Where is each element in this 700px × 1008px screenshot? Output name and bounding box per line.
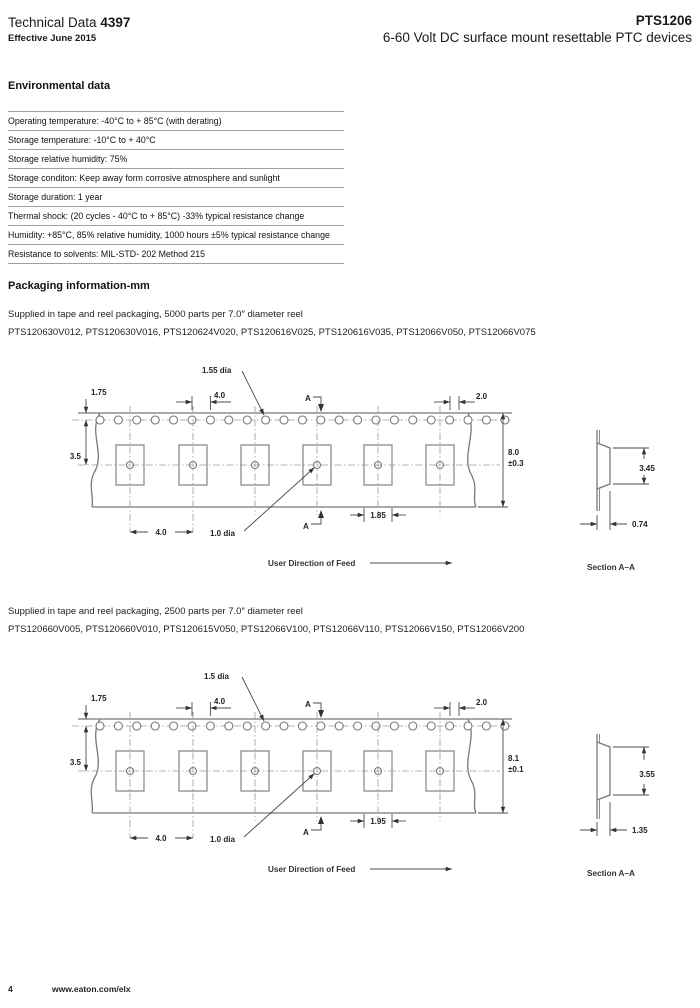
section-marker-bottom: A: [303, 522, 309, 531]
feed-direction-label: User Direction of Feed: [268, 865, 356, 874]
section-view: [580, 734, 649, 836]
product-name: PTS1206: [635, 13, 692, 28]
document-number: 4397: [100, 15, 131, 30]
product-subtitle: 6-60 Volt DC surface mount resettable PTC devices: [382, 30, 692, 45]
document-title: [8, 15, 130, 30]
dim-label-pocket-width: 1.95: [370, 817, 386, 826]
sprocket-holes: [96, 416, 509, 424]
tape-outline: [69, 719, 512, 813]
dim-label-pocket-pitch: 4.0: [155, 834, 167, 843]
table-row: Storage duration: 1 year: [8, 188, 344, 207]
component-pockets: [116, 712, 454, 838]
section-aa-label: Section A–A: [587, 563, 635, 572]
document-type: Technical Data: [8, 15, 97, 30]
dim-label-tape-tol: ±0.1: [508, 765, 524, 774]
dim-label-top-margin: 1.75: [91, 388, 107, 397]
reel1-part-numbers: PTS120630V012, PTS120630V016, PTS120624V020, PTS120616V025, PTS120616V035, PTS12066V050, PTS12066V075: [8, 327, 536, 338]
section-marker-top: A: [305, 394, 311, 403]
dim-label-hole-pitch: 4.0: [214, 697, 226, 706]
sprocket-holes: [96, 722, 509, 730]
feed-direction-label: User Direction of Feed: [268, 559, 356, 568]
dimension-lines: [86, 677, 508, 838]
section-aa-label: Section A–A: [587, 869, 635, 878]
table-row: Humidity: +85°C, 85% relative humidity, 1000 hours ±5% typical resistance change: [8, 226, 344, 245]
effective-date: Effective June 2015: [8, 33, 97, 44]
dim-label-edge: 2.0: [476, 392, 488, 401]
environmental-heading: Environmental data: [8, 80, 111, 92]
table-row: Operating temperature: -40°C to + 85°C (with derating): [8, 112, 344, 131]
dim-label-left: 3.5: [69, 452, 81, 461]
dim-label-pocket-width: 1.85: [370, 511, 386, 520]
dim-label-hole-pitch: 4.0: [214, 391, 226, 400]
footer-url: www.eaton.com/elx: [52, 984, 131, 994]
reel2-description: Supplied in tape and reel packaging, 2500 parts per 7.0″ diameter reel: [8, 606, 303, 617]
dim-label-hole-dia: 1.55 dia: [202, 366, 232, 375]
dim-label-tape-tol: ±0.3: [508, 459, 524, 468]
dim-label-center-hole: 1.0 dia: [210, 835, 235, 844]
tape-outline: [69, 413, 512, 507]
section-marker-bottom: A: [303, 828, 309, 837]
dim-label-hole-dia: 1.5 dia: [204, 672, 229, 681]
environmental-table: [8, 111, 344, 264]
dim-label-pocket-pitch: 4.0: [155, 528, 167, 537]
table-row: Resistance to solvents: MIL-STD- 202 Method 215: [8, 245, 344, 264]
dim-label-section-height: 3.45: [639, 464, 655, 473]
table-row: Storage relative humidity: 75%: [8, 150, 344, 169]
dim-label-edge: 2.0: [476, 698, 488, 707]
reel1-description: Supplied in tape and reel packaging, 5000 parts per 7.0″ diameter reel: [8, 309, 303, 320]
dimension-lines: [86, 371, 508, 532]
dim-label-left: 3.5: [69, 758, 81, 767]
dim-label-top-margin: 1.75: [91, 694, 107, 703]
dim-label-center-hole: 1.0 dia: [210, 529, 235, 538]
tape-reel-drawing-1: [0, 358, 700, 583]
reel2-part-numbers: PTS120660V005, PTS120660V010, PTS120615V050, PTS12066V100, PTS12066V110, PTS12066V150, PTS12066V200: [8, 624, 525, 635]
table-row: Storage temperature: -10°C to + 40°C: [8, 131, 344, 150]
dim-label-tape-width: 8.1: [508, 754, 520, 763]
table-row: Storage conditon: Keep away form corrosive atmosphere and sunlight: [8, 169, 344, 188]
dim-label-section-height: 3.55: [639, 770, 655, 779]
tape-reel-drawing-2: [0, 664, 700, 889]
section-view: [580, 430, 649, 530]
packaging-heading: Packaging information-mm: [8, 280, 150, 292]
dim-label-tape-width: 8.0: [508, 448, 520, 457]
page-number: 4: [8, 984, 13, 994]
table-row: Thermal shock: (20 cycles - 40°C to + 85°C) -33% typical resistance change: [8, 207, 344, 226]
dim-label-section-depth: 0.74: [632, 520, 648, 529]
component-pockets: [116, 406, 454, 532]
section-marker-top: A: [305, 700, 311, 709]
dim-label-section-depth: 1.35: [632, 826, 648, 835]
